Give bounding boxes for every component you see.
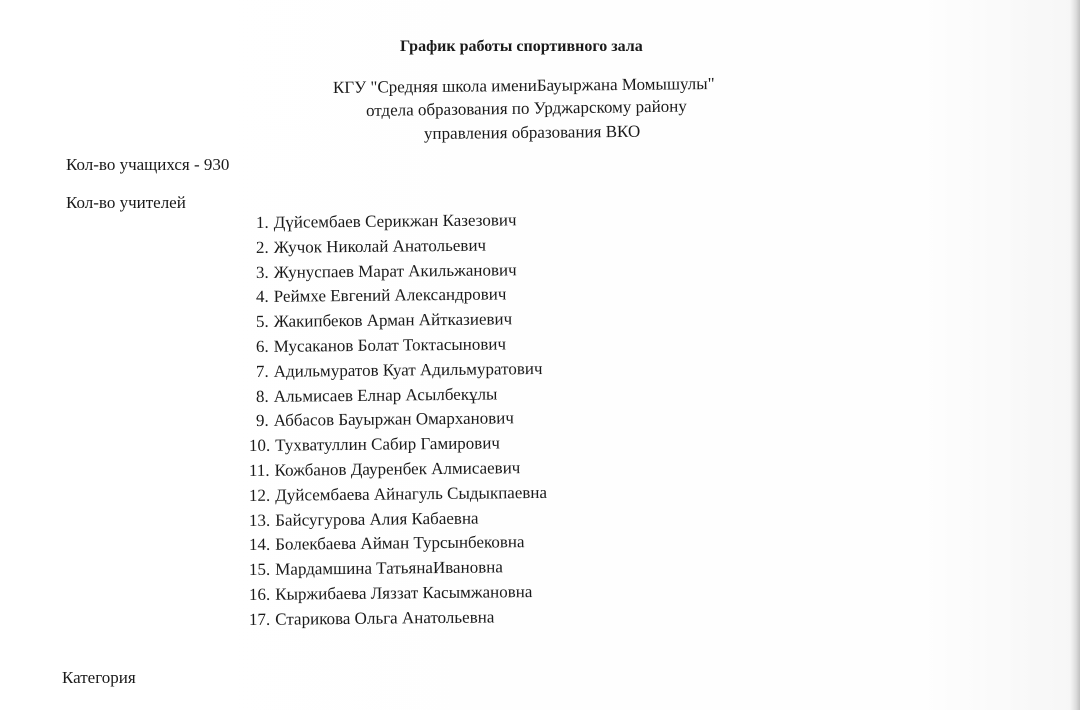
teacher-number: 15. <box>248 559 271 580</box>
teacher-item <box>256 334 506 357</box>
teacher-item <box>249 458 521 481</box>
teacher-number: 12. <box>248 485 271 505</box>
teacher-name: Байсугурова Алия Кабаевна <box>275 508 479 530</box>
teacher-number: 7. <box>255 361 269 381</box>
teacher-number: 14. <box>248 535 271 555</box>
students-count: Кол-во учащихся - 930 <box>66 155 230 174</box>
teacher-number: 2. <box>255 237 269 257</box>
teacher-number: 1. <box>255 212 269 232</box>
teacher-item <box>249 558 503 581</box>
teacher-item <box>256 384 498 407</box>
organization-line-2: отдела образования по Урджарскому району <box>365 96 687 120</box>
teacher-name: Болекбаева Айман Турсынбековна <box>275 532 525 555</box>
teacher-number: 17. <box>248 609 271 629</box>
teacher-number: 8. <box>255 386 269 406</box>
teacher-name: Жакипбеков Арман Айтказиевич <box>273 309 513 332</box>
teacher-item <box>249 483 547 506</box>
teacher-name: Жучок Николай Анатольевич <box>273 235 487 257</box>
teacher-item <box>256 210 517 233</box>
teacher-item <box>256 260 517 283</box>
teacher-name: Альмисаев Елнар Асылбекұлы <box>273 384 498 406</box>
teacher-item <box>256 409 514 432</box>
document-title: График работы спортивного зала <box>400 38 643 55</box>
teacher-item <box>249 434 500 457</box>
teacher-name: Мусаканов Болат Токтасынович <box>273 334 507 356</box>
teachers-count-label: Кол-во учителей <box>66 193 186 212</box>
teacher-number: 3. <box>255 262 269 282</box>
teacher-name: Реймхе Евгений Александрович <box>273 284 507 307</box>
teacher-item <box>249 582 533 605</box>
organization-line-1: КГУ "Средняя школа имениБауыржана Момышулы" <box>332 74 715 97</box>
teacher-name: Адильмуратов Куат Адильмуратович <box>273 358 543 381</box>
teacher-name: Аббасов Бауыржан Омарханович <box>273 408 514 431</box>
teacher-number: 13. <box>248 510 271 530</box>
teacher-number: 5. <box>255 312 269 332</box>
teacher-name: Кыржибаева Ляззат Касымжановна <box>275 582 533 604</box>
teacher-item <box>256 235 486 257</box>
category-label: Категория <box>62 668 136 687</box>
teacher-item <box>256 285 507 308</box>
teacher-item <box>249 607 495 630</box>
teacher-item <box>249 508 479 530</box>
teacher-name: Жунуспаев Марат Акильжанович <box>273 259 517 282</box>
teacher-name: Дүйсембаев Серикжан Казезович <box>273 210 517 232</box>
teacher-number: 9. <box>255 411 269 431</box>
page-edge-shadow <box>1070 0 1080 710</box>
teacher-number: 11. <box>248 460 270 480</box>
teacher-number: 16. <box>248 584 271 604</box>
organization-line-3: управления образования ВКО <box>423 121 641 143</box>
teacher-number: 10. <box>248 435 271 456</box>
teacher-item <box>249 533 525 556</box>
teacher-name: Дуйсембаева Айнагуль Сыдыкпаевна <box>275 482 548 505</box>
teacher-number: 6. <box>255 336 269 356</box>
teacher-name: Тухватуллин Сабир Гамирович <box>275 433 501 455</box>
teacher-item <box>256 310 512 333</box>
teacher-item <box>256 359 543 382</box>
teacher-name: Старикова Ольга Анатольевна <box>275 607 495 629</box>
teacher-name: Мардамшина ТатьянаИвановна <box>275 557 503 579</box>
teacher-name: Кожбанов Дауренбек Алмисаевич <box>274 458 521 480</box>
teacher-number: 4. <box>255 287 269 307</box>
